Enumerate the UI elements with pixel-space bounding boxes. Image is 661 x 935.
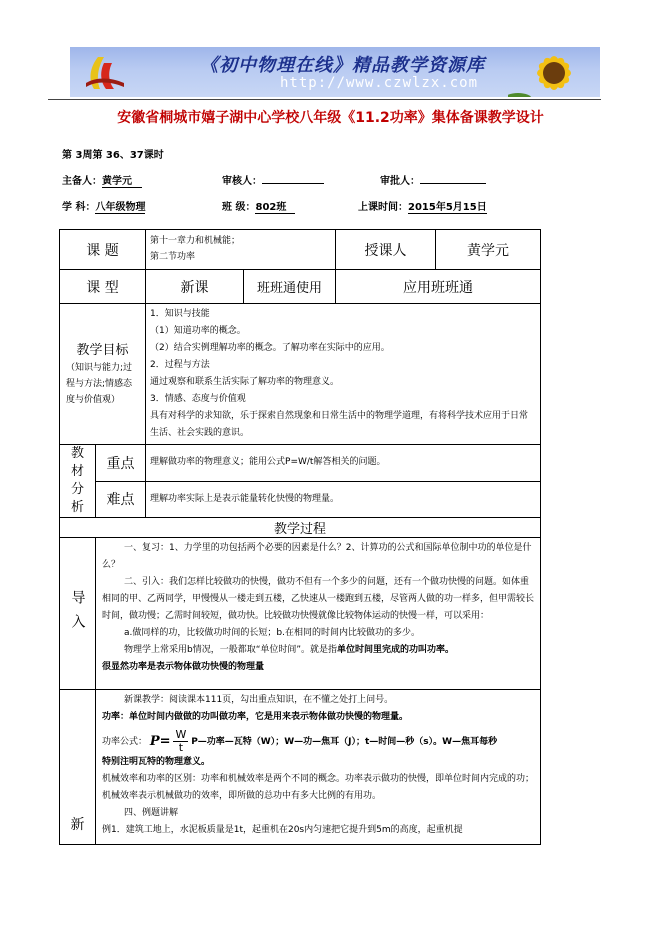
main-prep-label: 主备人： <box>62 176 102 187</box>
teacher-label: 授课人 <box>336 230 436 270</box>
new-efficiency-diff: 机械效率和功率的区别：功率和机械效率是两个不同的概念。功率表示做功的快慢，即单位时间内完成的功；机械效率表示机械做功的效率，即所做的总功中有多大比例的有用功。 <box>102 774 535 801</box>
subject-label: 学 科： <box>62 202 96 213</box>
main-prep <box>62 172 142 188</box>
new-formula-line <box>102 729 534 754</box>
topic-value-line-1: 第十一章力和机械能； <box>150 236 241 246</box>
analysis-label-char: 析 <box>70 500 84 515</box>
reviewer-label: 审核人： <box>222 176 262 187</box>
new-label: 新 <box>60 690 96 845</box>
approver-blank <box>420 183 486 184</box>
goals-line: （1）知道功率的概念。 <box>150 326 246 336</box>
type-value: 新课 <box>146 270 244 304</box>
sunflower-icon <box>508 47 594 97</box>
topic-value <box>146 230 336 270</box>
key-value: 理解做功率的物理意义；能用公式P=W/t解答相关的问题。 <box>146 445 541 482</box>
logo-icon <box>80 53 128 93</box>
intro-label: 导入 <box>60 538 96 690</box>
subject <box>62 198 145 214</box>
new-watt-note: 特别注明瓦特的物理意义。 <box>102 757 211 767</box>
formula-fraction <box>173 729 188 754</box>
class-label: 班 级： <box>222 202 256 213</box>
lesson-plan-table <box>59 229 541 845</box>
intro-definition: 单位时间里完成的功叫功率。 <box>337 645 455 655</box>
teacher-value: 黄学元 <box>436 230 541 270</box>
goals-line: 1．知识与技能 <box>150 309 210 319</box>
intro-lead: 二、引入：我们怎样比较做功的快慢，做功不但有一个多少的问题，还有一个做功快慢的问题。如体重相同的甲、乙两同学，甲慢慢从一楼走到五楼，乙快速从一楼跑到五楼，尽管两人做的功一样多，但甲需较长时间，做功慢；乙需时间较短，做功快。比较做功快慢就像比较物体运动的快慢一样，可以采用： <box>102 577 535 621</box>
class-general: 班班通使用 <box>244 270 336 304</box>
approver <box>380 172 486 187</box>
banner-title: 《初中物理在线》精品教学资源库 <box>200 55 485 76</box>
intro-content <box>96 538 541 690</box>
new-reading: 新课教学：阅读课本111页，勾出重点知识，在不懂之处打上问号。 <box>124 695 394 705</box>
reviewer <box>222 172 324 187</box>
goals-line: 具有对科学的求知欲，乐于探索自然现象和日常生活中的物理学道理，有将科学技术应用于日常生活、社会实践的意识。 <box>150 411 529 438</box>
new-content <box>96 690 541 845</box>
header-banner <box>70 47 600 97</box>
goals-line: 通过观察和联系生活实际了解功率的物理意义。 <box>150 377 340 387</box>
analysis-label-char: 材 <box>70 464 84 479</box>
new-example-1: 例1．建筑工地上，水泥板质量是1t，起重机在20s内匀速把它提升到5m的高度，起重机提 <box>102 825 463 835</box>
subject-value: 八年级物理 <box>95 198 145 214</box>
topic-label: 课 题 <box>60 230 146 270</box>
analysis-label-char: 分 <box>70 482 84 497</box>
week-line: 第 3周第 36、37课时 <box>62 150 164 161</box>
difficult-label: 难点 <box>96 481 146 518</box>
difficult-value: 理解功率实际上是表示能量转化快慢的物理量。 <box>146 481 541 518</box>
formula-label: 功率公式： <box>102 737 148 747</box>
goals-line: 2．过程与方法 <box>150 360 210 370</box>
intro-physics: 物理学上常采用b情况，一般都取“单位时间”。就是指 <box>124 645 338 655</box>
formula-denominator: t <box>178 741 184 754</box>
goals-label-sub: （知识与能力;过程与方法;情感态度与价值观） <box>66 362 133 405</box>
goals-content <box>146 304 541 445</box>
goals-label-title: 教学目标 <box>76 342 129 358</box>
approver-label: 审批人： <box>380 176 420 187</box>
key-label: 重点 <box>96 445 146 482</box>
reviewer-blank <box>262 183 324 184</box>
type-label: 课 型 <box>60 270 146 304</box>
intro-conclusion: 很显然功率是表示物体做功快慢的物理量 <box>102 662 265 672</box>
goals-line: 3．情感、态度与价值观 <box>150 394 246 404</box>
intro-review: 一、复习：1、力学里的功包括两个必要的因素是什么？2、计算功的公式和国际单位制中功的单位是什么？ <box>102 543 532 570</box>
formula-units: P—功率—瓦特（W）；W—功—焦耳（J）；t—时间—秒（s）。W—焦耳每秒 <box>191 737 498 747</box>
goals-label <box>60 304 146 445</box>
date-label: 上课时间： <box>358 202 408 213</box>
new-example-header: 四、例题讲解 <box>124 808 179 818</box>
main-prep-value: 黄学元 <box>102 172 142 188</box>
header-rule <box>48 99 601 100</box>
topic-value-line-2: 第二节功率 <box>150 252 196 262</box>
new-power-definition: 功率：单位时间内做做的功叫做功率，它是用来表示物体做功快慢的物理量。 <box>102 712 409 722</box>
class <box>222 198 295 214</box>
banner-url[interactable]: http://www.czwlzx.com <box>280 75 479 91</box>
analysis-label-char: 教 <box>70 446 84 461</box>
class-value: 802班 <box>255 198 295 214</box>
intro-methods: a.做同样的功，比较做功时间的长短；b.在相同的时间内比较做功的多少。 <box>124 628 420 638</box>
document-title: 安徽省桐城市嬉子湖中心学校八年级《11.2功率》集体备课教学设计 <box>117 110 544 126</box>
goals-line: （2）结合实例理解功率的概念。了解功率在实际中的应用。 <box>150 343 390 353</box>
date-value: 2015年5月15日 <box>408 198 487 214</box>
analysis-label <box>60 445 96 518</box>
formula-p: P= <box>149 734 171 749</box>
lesson-date <box>358 198 487 214</box>
formula-numerator: W <box>175 728 187 741</box>
process-header: 教学过程 <box>60 518 541 538</box>
apply-general: 应用班班通 <box>336 270 541 304</box>
